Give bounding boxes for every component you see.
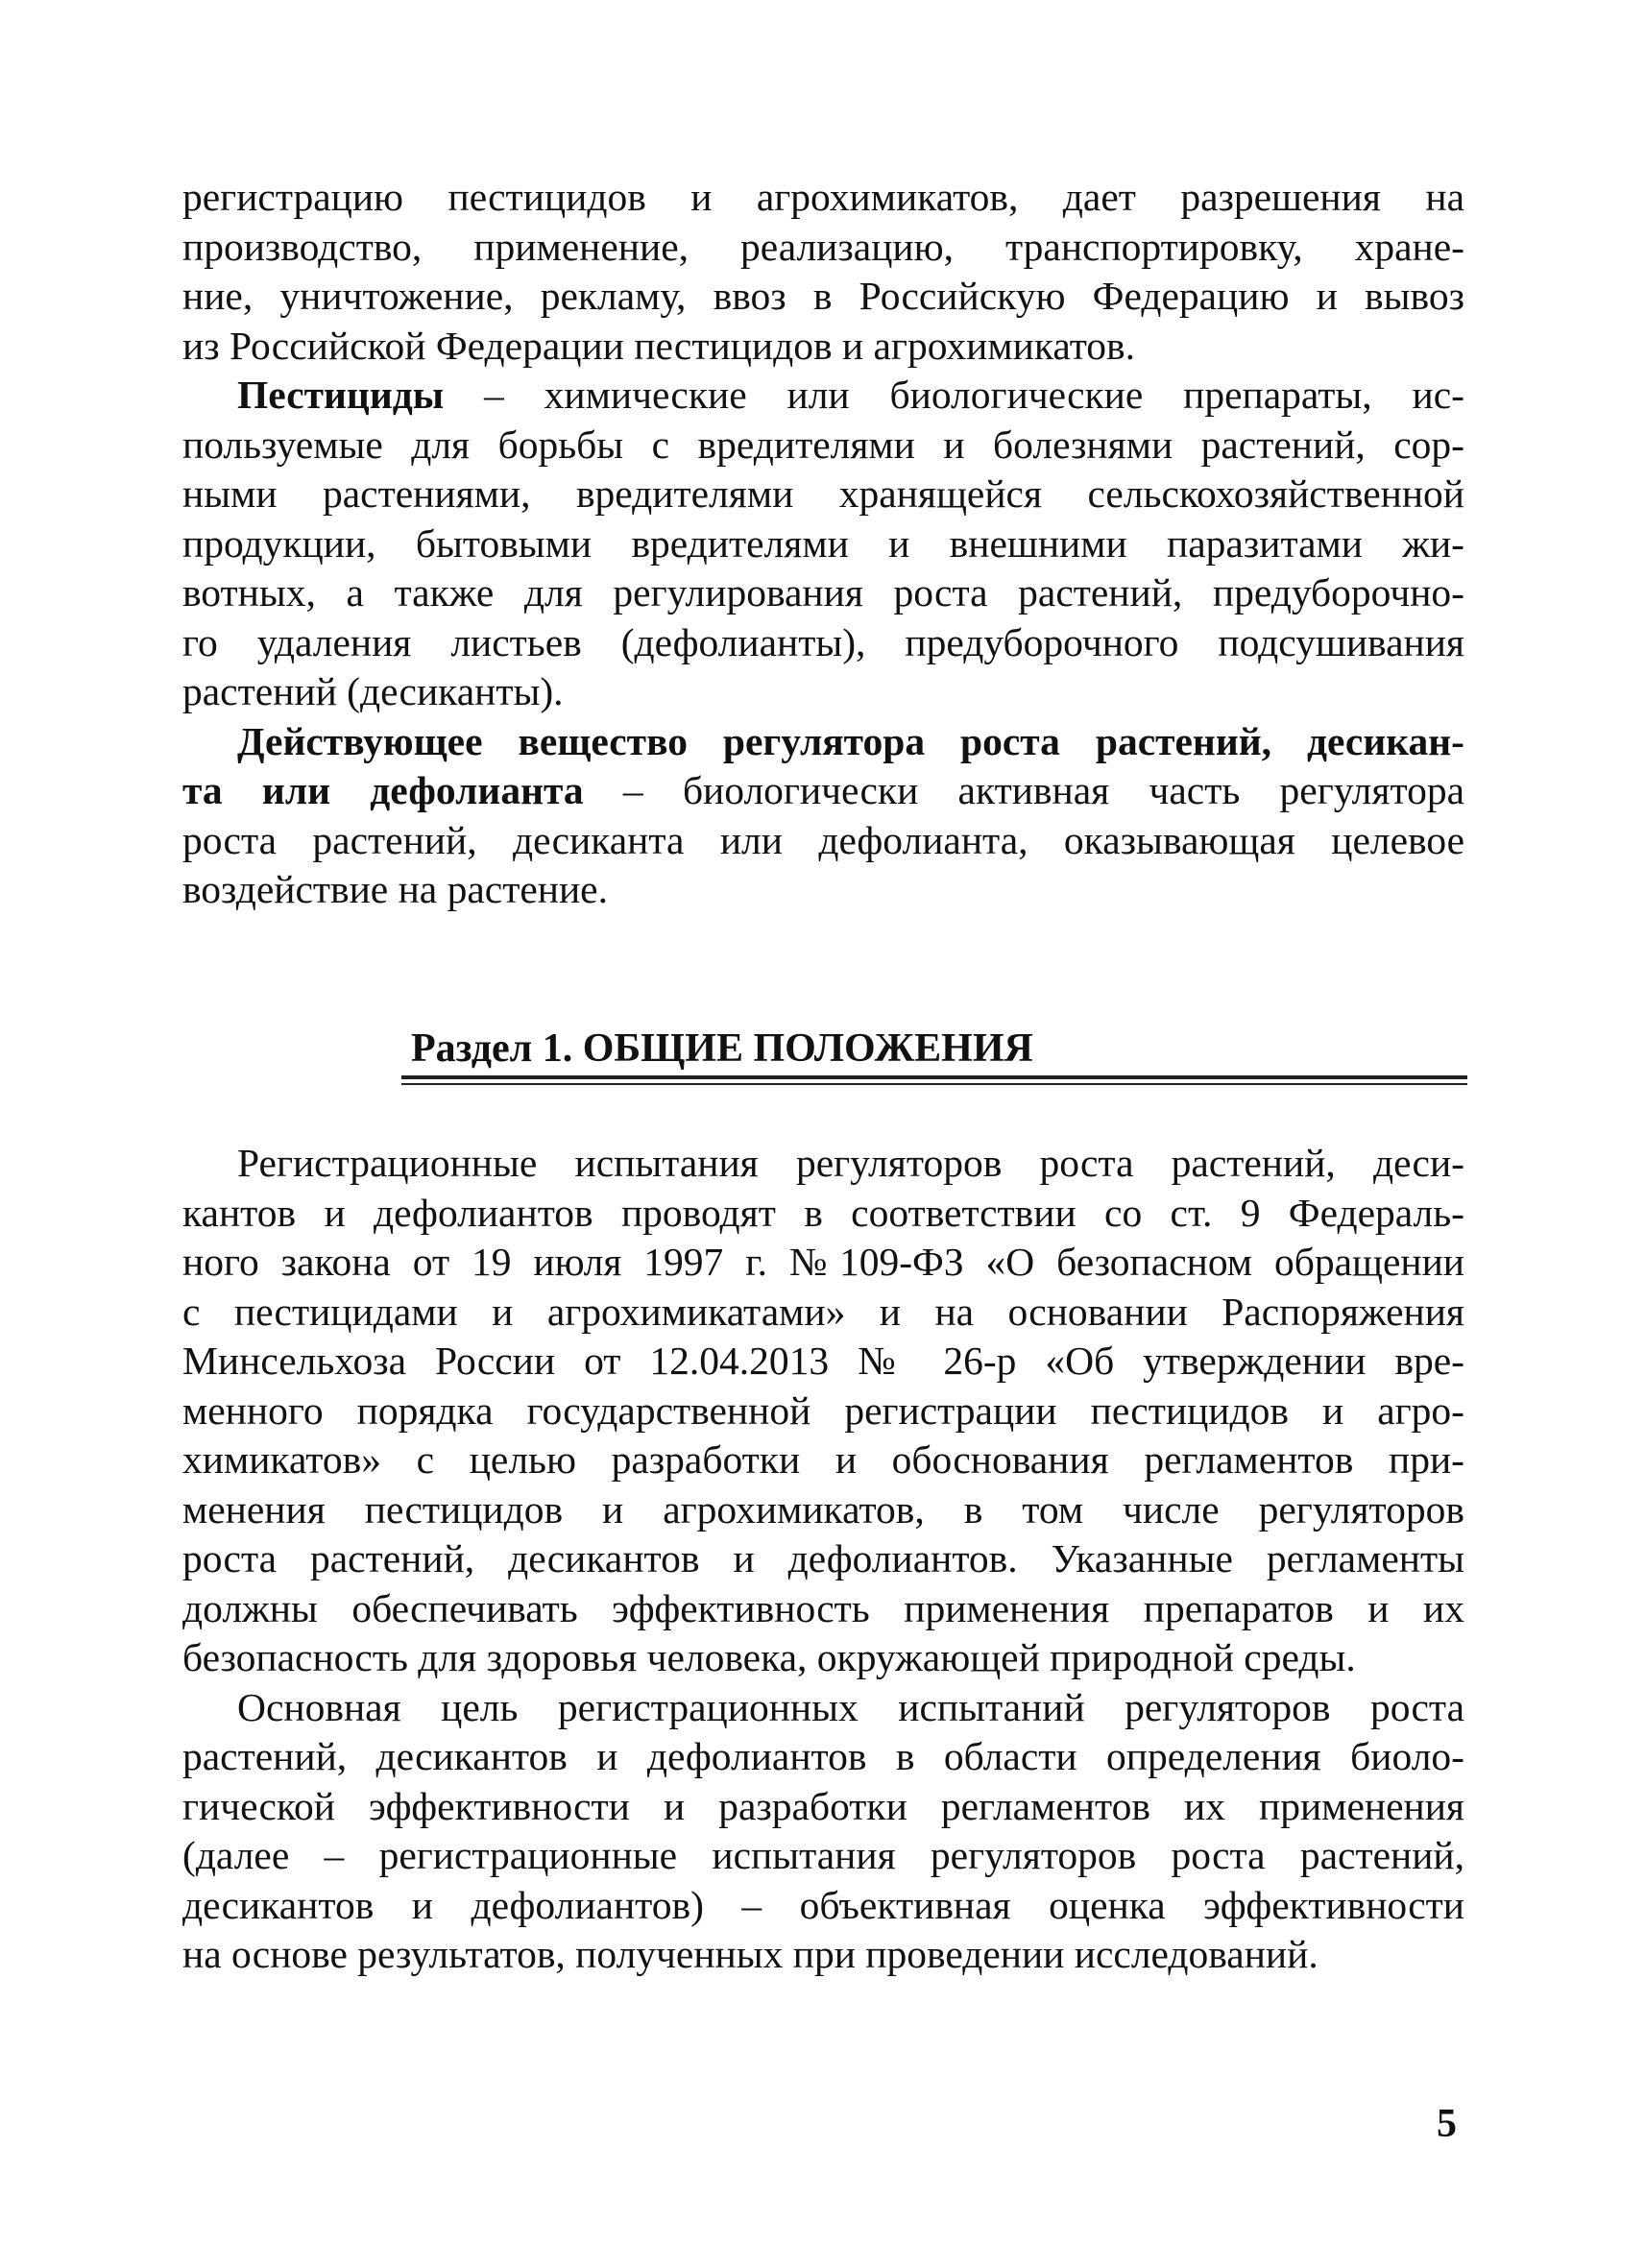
text-line: должны обеспечивать эффективность применения препаратов и их bbox=[182, 1585, 1464, 1630]
text-line: с пестицидами и агрохимикатами» и на основании Распоряжения bbox=[182, 1289, 1464, 1334]
text-line: на основе результатов, полученных при проведении исследований. bbox=[182, 1932, 1318, 1976]
text-line bbox=[182, 717, 1464, 767]
paragraph-registration-continuation bbox=[182, 173, 1464, 371]
section-rule-thick bbox=[401, 1075, 1467, 1079]
paragraph-main-goal bbox=[182, 1683, 1464, 1980]
text-line: растений, десикантов и дефолиантов в области определения биоло- bbox=[182, 1734, 1464, 1778]
text-line: химикатов» с целью разработки и обоснования регламентов при- bbox=[182, 1437, 1464, 1482]
text-line: десикантов и дефолиантов) – объективная оценка эффективности bbox=[182, 1882, 1464, 1927]
text-line: ного закона от 19 июля 1997 г. №109-ФЗ «О безопасном обращении bbox=[182, 1240, 1464, 1284]
paragraph-registration-trials bbox=[182, 1139, 1464, 1683]
text-line: ние, уничтожение, рекламу, ввоз в Российскую Федерацию и вывоз bbox=[182, 274, 1464, 318]
text-line: воздействие на растение. bbox=[182, 867, 608, 911]
text-line: из Российской Федерации пестицидов и агрохимикатов. bbox=[182, 323, 1136, 368]
text-line: роста растений, десиканта или дефолианта, оказывающая целевое bbox=[182, 817, 1464, 862]
section-rule-thin bbox=[401, 1083, 1467, 1085]
text-line: Основная цель регистрационных испытаний регуляторов роста bbox=[237, 1684, 1464, 1729]
text-line: Минсельхоза России от 12.04.2013 № 26-р «Об утверждении вре- bbox=[182, 1339, 1464, 1383]
text-line: растений (десиканты). bbox=[182, 669, 564, 713]
definition-text: – биологически активная часть регулятора bbox=[583, 768, 1464, 812]
text-line: производство, применение, реализацию, транспортировку, хране- bbox=[182, 224, 1464, 269]
text-line: менного порядка государственной регистрации пестицидов и агро- bbox=[182, 1387, 1464, 1433]
text-line: вотных, а также для регулирования роста растений, предуборочно- bbox=[182, 570, 1464, 615]
text-line: менения пестицидов и агрохимикатов, в том числе регуляторов bbox=[182, 1486, 1464, 1532]
paragraph-active-substance-definition bbox=[182, 717, 1464, 915]
text-line: гической эффективности и разработки регламентов их применения bbox=[182, 1783, 1464, 1828]
text-line: продукции, бытовыми вредителями и внешними паразитами жи- bbox=[182, 520, 1464, 566]
text-line: ными растениями, вредителями хранящейся сельскохозяйственной bbox=[182, 471, 1464, 516]
term-pesticides: Пестициды bbox=[237, 373, 445, 417]
text-line: Регистрационные испытания регуляторов роста растений, деси- bbox=[237, 1141, 1464, 1185]
text-line bbox=[182, 371, 1464, 421]
text-line: регистрацию пестицидов и агрохимикатов, дает разрешения на bbox=[182, 175, 1464, 219]
definitions-block bbox=[182, 173, 1464, 915]
text-line: пользуемые для борьбы с вредителями и болезнями растений, сор- bbox=[182, 422, 1464, 467]
text-line: кантов и дефолиантов проводят в соответствии со ст. 9 Федераль- bbox=[182, 1190, 1464, 1235]
page-number: 5 bbox=[1437, 2102, 1457, 2146]
section-title: Раздел 1. ОБЩИЕ ПОЛОЖЕНИЯ bbox=[411, 1026, 1033, 1071]
section-body bbox=[182, 1139, 1464, 1980]
term-active-substance: Действующее вещество регулятора роста растений, десикан- bbox=[237, 718, 1464, 763]
paragraph-pesticides-definition bbox=[182, 371, 1464, 717]
text-line: роста растений, десикантов и дефолиантов. Указанные регламенты bbox=[182, 1536, 1464, 1580]
text-line bbox=[182, 766, 1464, 816]
term-active-substance-cont: та или дефолианта bbox=[182, 768, 584, 812]
text-line: (далее – регистрационные испытания регуляторов роста растений, bbox=[182, 1833, 1464, 1877]
definition-text: – химические или биологические препараты, ис- bbox=[444, 373, 1464, 417]
text-line: го удаления листьев (дефолианты), предуборочного подсушивания bbox=[182, 619, 1464, 664]
text-line: безопасность для здоровья человека, окружающей природной среды. bbox=[182, 1635, 1356, 1679]
